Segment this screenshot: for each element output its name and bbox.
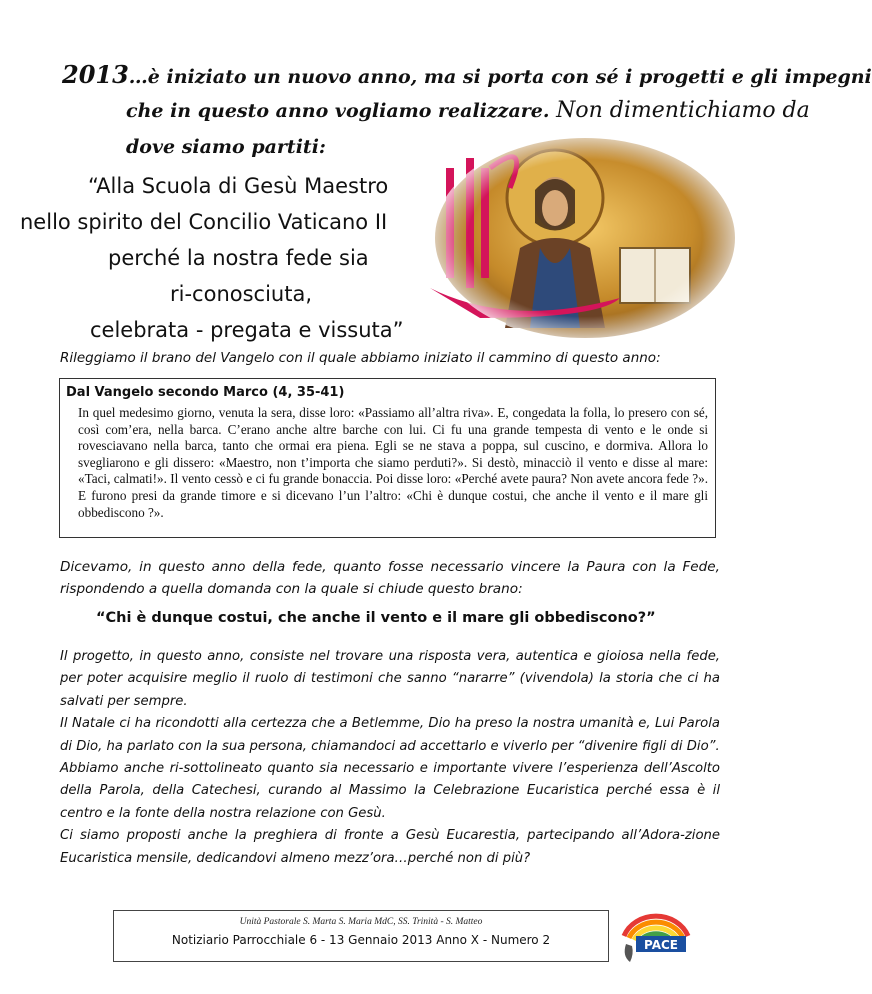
body-paragraph-2: Il Natale ci ha ricondotti alla certezza che a Betlemme, Dio ha preso la nostra umanità e, Lui Parola di Dio, ha parlato con la sua persona, chiamandoci ad accettarlo e viverlo per “divenire figli di Dio”. [60, 716, 720, 754]
body-paragraph-3: Abbiamo anche ri-sottolineato quanto sia necessario e importante vivere l’esperienza dell’Ascolto della Parola, della Catechesi, curando al Massimo la Celebrazione Eucaristica perché essa è il centro e la fonte della nostra relazione con Gesù. [60, 761, 720, 821]
theme-line-3: perché la nostra fede sia [108, 246, 369, 270]
highlight-quote: “Chi è dunque costui, che anche il vento e il mare gli obbediscono?” [96, 610, 656, 626]
gospel-title: Dal Vangelo secondo Marco (4, 35-41) [66, 385, 345, 400]
body-paragraph-1: Il progetto, in questo anno, consiste nel trovare una risposta vera, autentica e gioiosa nella fede, per poter acquisire meglio il ruolo di testimoni che sanno “nararre” (vivendola) la storia che ci ha salvati per sempre. [60, 649, 720, 709]
body-paragraph-4: Ci siamo proposti anche la preghiera di fronte a Gesù Eucarestia, partecipando all’Adora-zione Eucaristica mensile, dedicandovi almeno mezz’ora…perché non di più? [60, 828, 720, 866]
intro-paragraph: Dicevamo, in questo anno della fede, quanto fosse necessario vincere la Paura con la Fede, rispondendo a quella domanda con la quale si chiude questo brano: [60, 559, 720, 597]
intro-line-1: 2013…è iniziato un nuovo anno, ma si porta con sé i progetti e gli impegni [62, 60, 872, 89]
intro-line-2: che in questo anno vogliamo realizzare. Non dimentichiamo da [126, 98, 810, 123]
footer-title: Notiziario Parrocchiale 6 - 13 Gennaio 2013 Anno X - Numero 2 [171, 933, 551, 947]
intro-line-3: dove siamo partiti: [126, 136, 326, 158]
theme-line-4: ri-conosciuta, [170, 282, 313, 306]
body-text [60, 646, 720, 870]
footer-box [113, 910, 609, 962]
theme-line-1: “Alla Scuola di Gesù Maestro [88, 174, 389, 198]
theme-line-5: celebrata - pregata e vissuta” [90, 318, 404, 342]
reread-text: Rileggiamo il brano del Vangelo con il quale abbiamo iniziato il cammino di questo anno: [60, 350, 661, 366]
logo-text: PACE [644, 938, 678, 952]
footer-units: Unità Pastorale S. Marta S. Maria MdC, SS. Trinità - S. Matteo [239, 917, 483, 927]
gospel-box [59, 378, 716, 538]
pace-logo [616, 896, 696, 966]
theme-line-2: nello spirito del Concilio Vaticano II [20, 210, 388, 234]
christ-pantocrator-image [420, 128, 736, 348]
intro-year: 2013 [62, 60, 129, 89]
gospel-text: In quel medesimo giorno, venuta la sera, disse loro: «Passiamo all’altra riva». E, congedata la folla, lo presero con sé, così com’era, nella barca. C’erano anche altre barche con lui. Ci fu una grande tempesta di vento e le onde si rovesciavano nella barca, tanto che ormai era piena. Egli se ne stava a poppa, sul cuscino, e dormiva. Allora lo svegliarono e gli dissero: «Maestro, non t’importa che siamo perduti?». Si destò, minacciò il vento e disse al mare: «Taci, calmati!». Il vento cessò e ci fu grande bonaccia. Poi disse loro: «Perché avete paura? Non avete ancora fede ?». E furono presi da grande timore e si dicevano l’un l’altro: «Chi è dunque costui, che anche il vento e il mare gli obbediscono ?». [78, 405, 708, 520]
